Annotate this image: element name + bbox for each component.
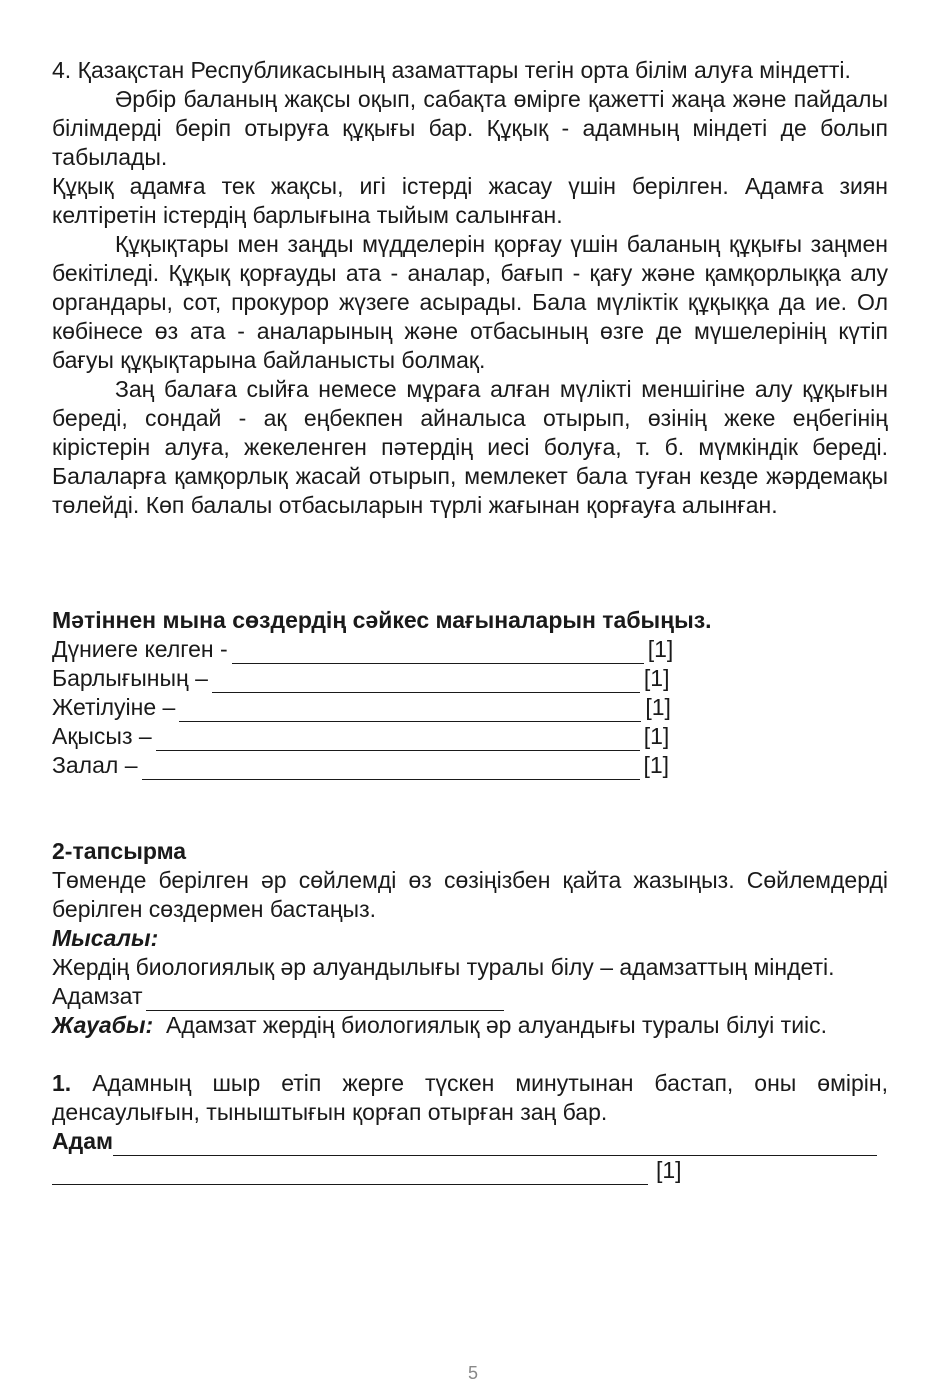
example-label: Мысалы:: [52, 925, 159, 951]
paragraph-5: Заң балаға сыйға немесе мұраға алған мүлікті меншігіне алу құқығын береді, сондай - ақ еңбекпен айналыса отырып, өзінің жеке еңбегінің кірістерін алуға, жекеленген пәтердің иесі болуға, т. б. мүмкіндік береді. Балаларға қамқорлық жасай отырып, мемлекет бала туған кезде жәрдемақы төлейді. Көп балалы отбасыларын түрлі жағынан қорғауға алынған.: [52, 376, 888, 518]
task1-heading: Мәтіннен мына сөздердің сәйкес мағыналарын табыңыз.: [52, 607, 712, 633]
task2-instruction: Төменде берілген әр сөйлемді өз сөзіңізбен қайта жазыңыз. Сөйлемдерді берілген сөздермен бастаңыз.: [52, 867, 888, 922]
question-1-start-row: [52, 1127, 888, 1156]
vocab-row: [52, 664, 888, 693]
answer-label: Жауабы:: [52, 1012, 154, 1038]
vocab-row: [52, 722, 888, 751]
score-mark: [1]: [643, 752, 670, 778]
example-text: Жердің биологиялық әр алуандылығы туралы білу – адамзаттың міндеті.: [52, 954, 835, 980]
question-1-start-word: Адам: [52, 1128, 114, 1154]
question-1: [52, 1069, 888, 1127]
answer-blank[interactable]: [142, 757, 640, 780]
score-mark: [1]: [643, 723, 670, 749]
paragraph-1: 4. Қазақстан Республикасының азаматтары тегін орта білім алуға міндетті.: [52, 57, 851, 83]
question-1-blank[interactable]: [113, 1133, 877, 1156]
answer-blank[interactable]: [179, 699, 641, 722]
paragraph-3: Құқық адамға тек жақсы, игі істерді жасау үшін берілген. Адамға зиян келтіретін істердің барлығына тыйым салынған.: [52, 173, 888, 228]
page-number: 5: [467, 1363, 478, 1383]
paragraph-2: Әрбір баланың жақсы оқып, сабақта өмірге қажетті жаңа және пайдалы білімдерді беріп отыруға құқығы бар. Құқық - адамның міндеті де болып табылады.: [52, 86, 888, 170]
example-answer: [52, 1011, 888, 1040]
example-start-row: [52, 982, 888, 1011]
example-blank: [146, 988, 504, 1011]
vocab-word: Ақысыз –: [52, 723, 152, 749]
paragraph-4: Құқықтары мен заңды мүдделерін қорғау үшін баланың құқығы заңмен бекітіледі. Құқық қорғауды ата - аналар, бағып - қағу және қамқорлыққа алу органдары, сот, прокурор жүзеге асырады. Бала мүліктік құқыққа да ие. Ол көбінесе өз ата - аналарының және отбасының өзге де мүшелерінің күтіп бағуы құқықтарына байланысты болмақ.: [52, 231, 888, 373]
answer-blank[interactable]: [232, 641, 644, 664]
score-mark: [1]: [647, 636, 674, 662]
answer-text: Адамзат жердің биологиялық әр алуандығы туралы білуі тиіс.: [166, 1012, 828, 1038]
question-1-second-row: [52, 1156, 888, 1185]
vocab-word: Дүниеге келген -: [52, 636, 228, 662]
task2-heading: 2-тапсырма: [52, 838, 187, 864]
example-start-word: Адамзат: [52, 983, 143, 1009]
vocab-word: Залал –: [52, 752, 138, 778]
question-1-blank-2[interactable]: [52, 1162, 648, 1185]
score-mark: [1]: [643, 665, 670, 691]
question-1-number: 1.: [52, 1070, 72, 1096]
vocab-row: [52, 693, 888, 722]
vocab-word: Жетілуіне –: [52, 694, 176, 720]
vocab-row: [52, 635, 888, 664]
score-mark: [1]: [645, 694, 671, 720]
document-page: [52, 56, 888, 1185]
score-mark: [1]: [656, 1157, 682, 1183]
vocab-word: Барлығының –: [52, 665, 208, 691]
answer-blank[interactable]: [156, 728, 640, 751]
vocab-row: [52, 751, 888, 780]
question-1-text: Адамның шыр етіп жерге түскен минутынан бастап, оны өмірін, денсаулығын, тыныштығын қорғап отырған заң бар.: [52, 1070, 888, 1125]
answer-blank[interactable]: [212, 670, 640, 693]
